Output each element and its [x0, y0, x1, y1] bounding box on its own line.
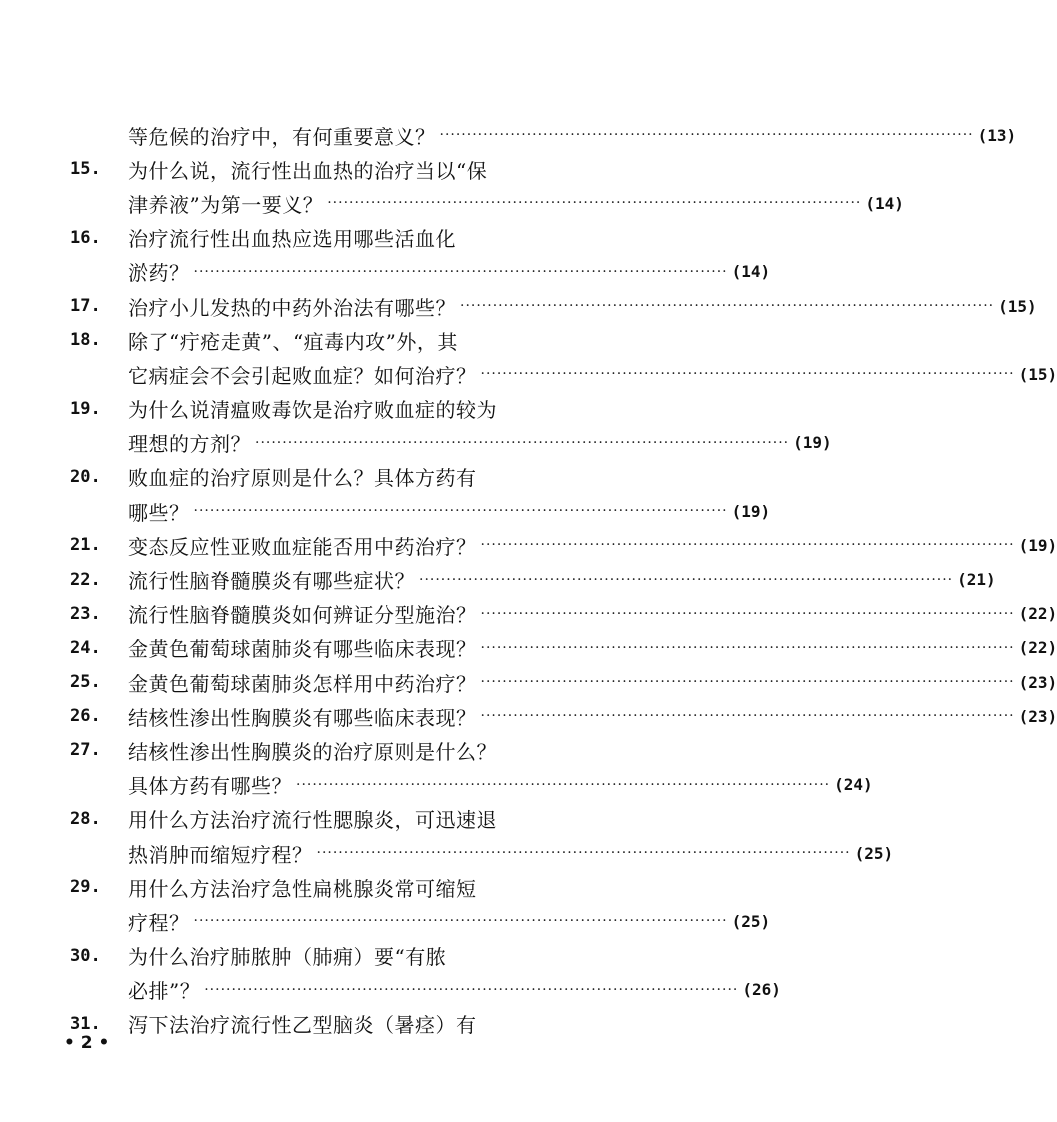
toc-item-text: 除了“疔疮走黄”、“疽毒内攻”外，其: [128, 329, 458, 354]
toc-item-number: 22.: [70, 569, 101, 590]
toc-page-number: (25): [731, 911, 771, 931]
toc-item-number: 18.: [70, 330, 101, 351]
toc-line: [70, 597, 1057, 631]
toc-item-number: 28.: [70, 808, 101, 829]
toc-leader-dots: ··································································································: [316, 845, 851, 862]
toc-line: [70, 426, 832, 460]
toc-line: [70, 152, 640, 186]
toc-item-number: 15.: [70, 159, 101, 180]
toc-line: [70, 768, 873, 802]
toc-line: [70, 802, 640, 836]
toc-leader-dots: ··································································································: [439, 127, 974, 144]
toc-page-number: (23): [1018, 706, 1057, 726]
toc-item-number: 24.: [70, 637, 101, 658]
toc-page-number: (15): [998, 296, 1037, 316]
toc-item-number: 30.: [70, 945, 101, 966]
toc-item-text: 结核性渗出性胸膜炎的治疗原则是什么？: [128, 739, 497, 764]
toc-item-text: 哪些？: [128, 500, 190, 525]
toc-page-number: (19): [793, 433, 832, 453]
toc-leader-dots: ··································································································: [460, 298, 995, 315]
toc-item-text: 为什么说清瘟败毒饮是治疗败血症的较为: [128, 398, 497, 423]
toc-leader-dots: ··································································································: [480, 605, 1015, 622]
toc-leader-dots: ··································································································: [204, 981, 739, 998]
toc-line: [70, 631, 1057, 665]
toc-item-number: 23.: [70, 603, 101, 624]
toc-line: [70, 392, 640, 426]
toc-line: [70, 562, 996, 596]
toc-item-text: 用什么方法治疗急性扁桃腺炎常可缩短: [128, 876, 477, 901]
toc-item-number: 25.: [70, 672, 101, 693]
toc-line: [70, 733, 640, 767]
toc-item-text: 泻下法治疗流行性乙型脑炎（暑痉）有: [128, 1013, 477, 1038]
toc-page-number: (24): [834, 775, 873, 795]
toc-item-text: 变态反应性亚败血症能否用中药治疗？: [128, 534, 477, 559]
toc-item-number: 29.: [70, 877, 101, 898]
toc-item-text: 为什么治疗肺脓肿（肺痈）要“有脓: [128, 945, 447, 970]
toc-item-text: 治疗小儿发热的中药外治法有哪些？: [128, 295, 456, 320]
toc-item-text: 治疗流行性出血热应选用哪些活血化: [128, 227, 456, 252]
toc-item-text: 流行性脑脊髓膜炎有哪些症状？: [128, 569, 415, 594]
toc-leader-dots: ··································································································: [480, 708, 1015, 725]
toc-item-number: 27.: [70, 740, 101, 761]
toc-page-number: (22): [1018, 638, 1057, 658]
toc-item-text: 金黄色葡萄球菌肺炎有哪些临床表现？: [128, 637, 477, 662]
toc-line: [70, 494, 771, 528]
toc-item-number: 16.: [70, 227, 101, 248]
toc-line: [70, 836, 894, 870]
toc-item-number: 20.: [70, 466, 101, 487]
page-number: • 2 •: [64, 1033, 110, 1053]
toc-page-number: (13): [977, 125, 1017, 145]
toc-line: [70, 118, 1017, 152]
toc-item-text: 结核性渗出性胸膜炎有哪些临床表现？: [128, 705, 477, 730]
toc-page-number: (19): [1018, 535, 1057, 555]
toc-line: [70, 255, 771, 289]
toc-page-number: (19): [731, 501, 771, 521]
toc-line: [70, 289, 1037, 323]
toc-item-text: 津养液”为第一要义？: [128, 192, 324, 217]
toc-page-number: (23): [1018, 672, 1057, 692]
toc-item-text: 为什么说，流行性出血热的治疗当以“保: [128, 158, 488, 183]
toc-item-text: 必排”？: [128, 979, 201, 1004]
toc-line: [70, 221, 640, 255]
toc-line: [70, 528, 1057, 562]
toc-leader-dots: ··································································································: [480, 537, 1015, 554]
toc-page-number: (22): [1018, 604, 1057, 624]
toc-line: [70, 323, 640, 357]
toc-leader-dots: ··································································································: [296, 776, 831, 793]
toc-item-text: 淤药？: [128, 261, 190, 286]
toc-page-number: (21): [957, 570, 996, 590]
toc-item-number: 17.: [70, 296, 101, 317]
toc-item-text: 它病症会不会引起败血症？如何治疗？: [128, 363, 477, 388]
toc-item-text: 具体方药有哪些？: [128, 774, 292, 799]
toc-item-number: 26.: [70, 706, 101, 727]
toc-line: [70, 870, 640, 904]
toc-page-number: (15): [1018, 364, 1057, 384]
toc-page-number: (14): [731, 262, 771, 282]
toc-page-number: (26): [742, 980, 781, 1000]
toc-leader-dots: ··································································································: [193, 913, 728, 930]
toc-item-number: 31.: [70, 1013, 101, 1034]
toc-item-text: 等危候的治疗中，有何重要意义？: [128, 124, 436, 149]
toc-line: [70, 1007, 640, 1041]
toc-item-text: 流行性脑脊髓膜炎如何辨证分型施治？: [128, 603, 477, 628]
toc-line: [70, 665, 1057, 699]
toc-item-text: 用什么方法治疗流行性腮腺炎，可迅速退: [128, 808, 497, 833]
toc-item-number: 21.: [70, 535, 101, 556]
toc-item-text: 理想的方剂？: [128, 432, 251, 457]
toc-item-text: 热消肿而缩短疗程？: [128, 842, 313, 867]
toc-item-number: 19.: [70, 398, 101, 419]
table-of-contents: [70, 118, 1057, 1041]
toc-leader-dots: ··································································································: [255, 434, 790, 451]
toc-leader-dots: ··································································································: [480, 639, 1015, 656]
toc-item-text: 败血症的治疗原则是什么？具体方药有: [128, 466, 477, 491]
toc-line: [70, 357, 1057, 391]
toc-leader-dots: ··································································································: [419, 571, 954, 588]
toc-leader-dots: ··································································································: [480, 674, 1015, 691]
toc-line: [70, 939, 640, 973]
toc-page-number: (25): [854, 843, 894, 863]
toc-leader-dots: ··································································································: [327, 195, 862, 212]
toc-line: [70, 699, 1057, 733]
toc-item-text: 疗程？: [128, 910, 190, 935]
toc-line: [70, 186, 904, 220]
toc-page-number: (14): [865, 193, 904, 213]
toc-line: [70, 904, 771, 938]
toc-leader-dots: ··································································································: [193, 263, 728, 280]
toc-line: [70, 460, 640, 494]
toc-item-text: 金黄色葡萄球菌肺炎怎样用中药治疗？: [128, 671, 477, 696]
toc-leader-dots: ··································································································: [193, 503, 728, 520]
toc-leader-dots: ··································································································: [480, 366, 1015, 383]
toc-line: [70, 973, 781, 1007]
